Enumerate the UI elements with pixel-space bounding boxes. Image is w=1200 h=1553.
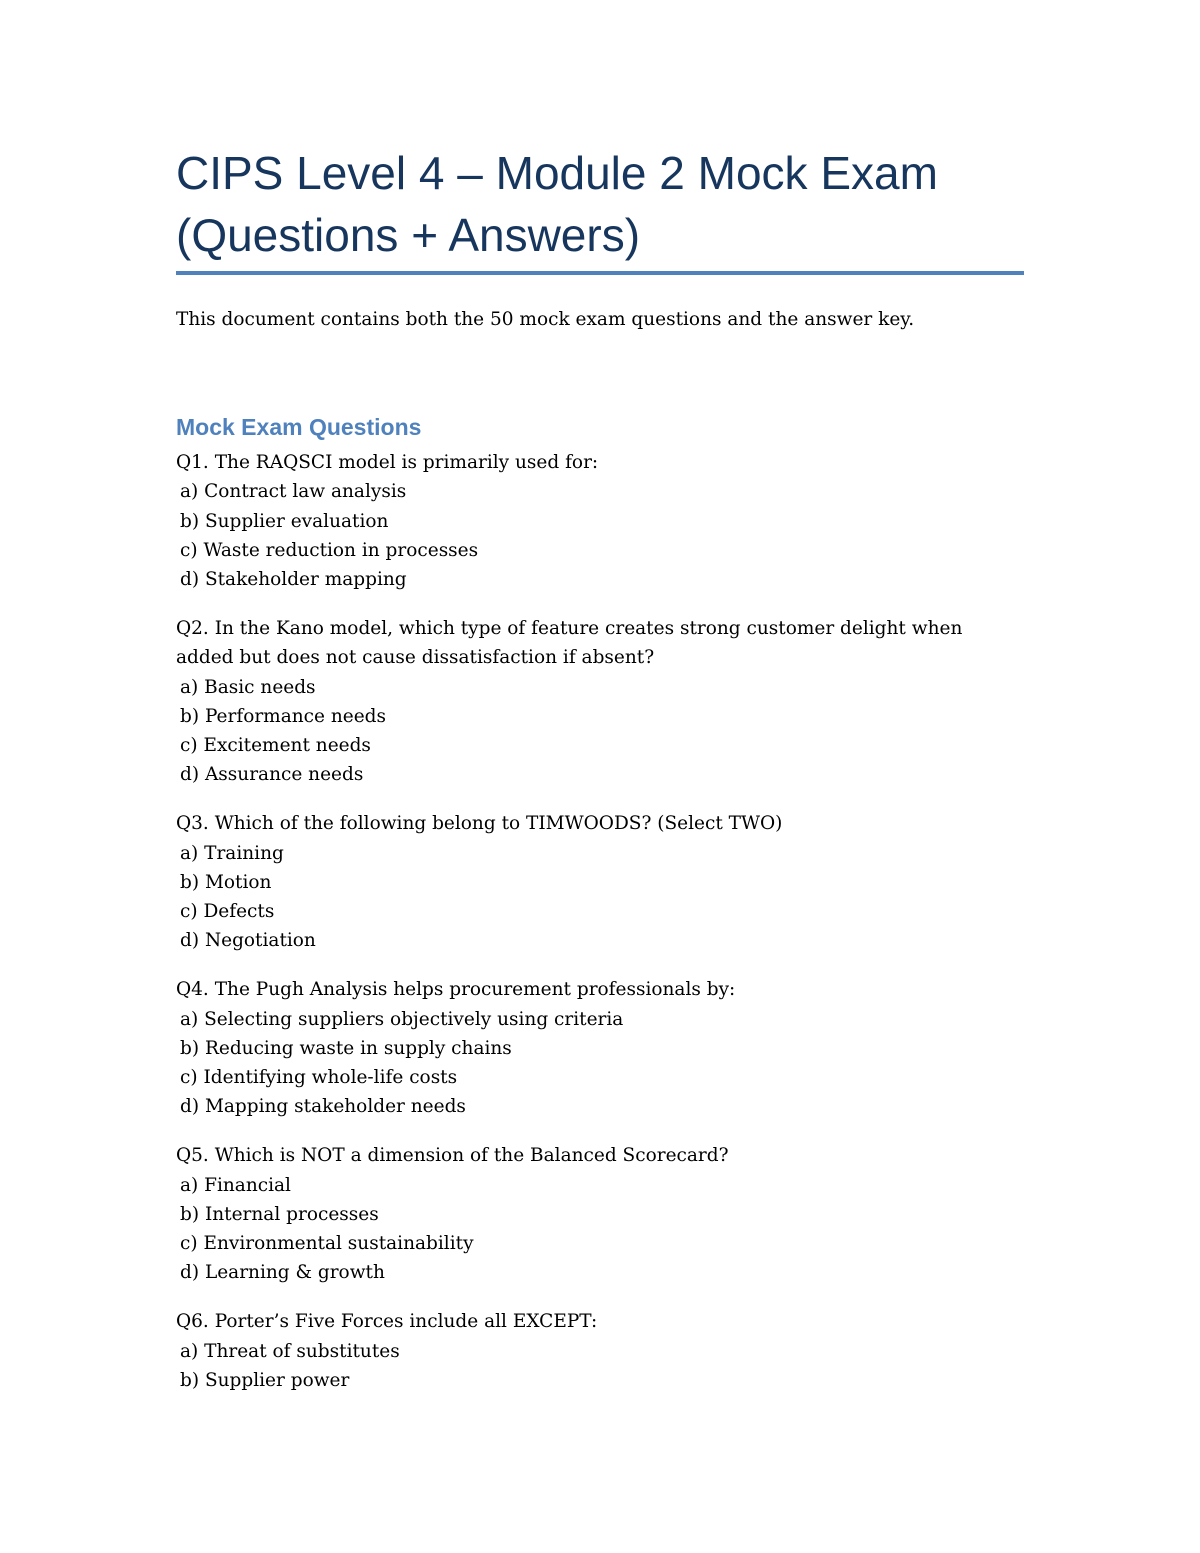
- option-c: c) Excitement needs: [180, 735, 371, 757]
- document-title: CIPS Level 4 – Module 2 Mock Exam (Questions + Answers): [176, 147, 938, 261]
- question-1: [176, 448, 1016, 594]
- question-5: [176, 1141, 1016, 1287]
- option-a: a) Training: [180, 842, 284, 864]
- option-list: [176, 1005, 1016, 1122]
- option-d: d) Stakeholder mapping: [180, 569, 407, 591]
- option-d: d) Learning & growth: [180, 1262, 385, 1284]
- intro-paragraph: This document contains both the 50 mock exam questions and the answer key.: [176, 309, 915, 330]
- option-list: [176, 1337, 1016, 1396]
- question-text: Q5. Which is NOT a dimension of the Balanced Scorecard?: [176, 1145, 729, 1167]
- question-4: [176, 975, 1016, 1121]
- option-a: a) Selecting suppliers objectively using criteria: [180, 1008, 624, 1030]
- option-b: b) Reducing waste in supply chains: [180, 1037, 512, 1059]
- option-b: b) Performance needs: [180, 705, 387, 727]
- option-c: c) Environmental sustainability: [180, 1233, 474, 1255]
- option-a: a) Basic needs: [180, 676, 316, 698]
- option-list: [176, 673, 1016, 790]
- title-underline: [176, 271, 1024, 275]
- question-text: Q6. Porter’s Five Forces include all EXCEPT:: [176, 1311, 598, 1333]
- option-d: d) Mapping stakeholder needs: [180, 1096, 466, 1118]
- option-a: a) Financial: [180, 1174, 291, 1196]
- option-a: a) Contract law analysis: [180, 481, 407, 503]
- question-3: [176, 809, 1016, 955]
- question-text: Q1. The RAQSCI model is primarily used for:: [176, 452, 599, 473]
- option-b: b) Internal processes: [180, 1203, 379, 1225]
- option-list: [176, 839, 1016, 956]
- question-2: [176, 614, 1016, 790]
- option-b: b) Supplier power: [180, 1369, 350, 1391]
- option-c: c) Identifying whole-life costs: [180, 1067, 458, 1089]
- question-text: Q4. The Pugh Analysis helps procurement professionals by:: [176, 979, 736, 1001]
- question-6: [176, 1307, 1016, 1395]
- question-list: [176, 448, 1016, 1415]
- option-list: [176, 1171, 1016, 1288]
- question-text: Q2. In the Kano model, which type of feature creates strong customer delight when added but does not cause dissatisfaction if absent?: [176, 617, 963, 669]
- option-a: a) Threat of substitutes: [180, 1340, 400, 1362]
- section-heading: Mock Exam Questions: [176, 414, 422, 440]
- question-text: Q3. Which of the following belong to TIMWOODS? (Select TWO): [176, 813, 783, 835]
- option-b: b) Supplier evaluation: [180, 510, 389, 532]
- option-d: d) Negotiation: [180, 930, 316, 952]
- option-d: d) Assurance needs: [180, 764, 364, 786]
- option-c: c) Defects: [180, 901, 275, 923]
- option-c: c) Waste reduction in processes: [180, 539, 479, 561]
- option-list: [176, 477, 1016, 594]
- option-b: b) Motion: [180, 871, 272, 893]
